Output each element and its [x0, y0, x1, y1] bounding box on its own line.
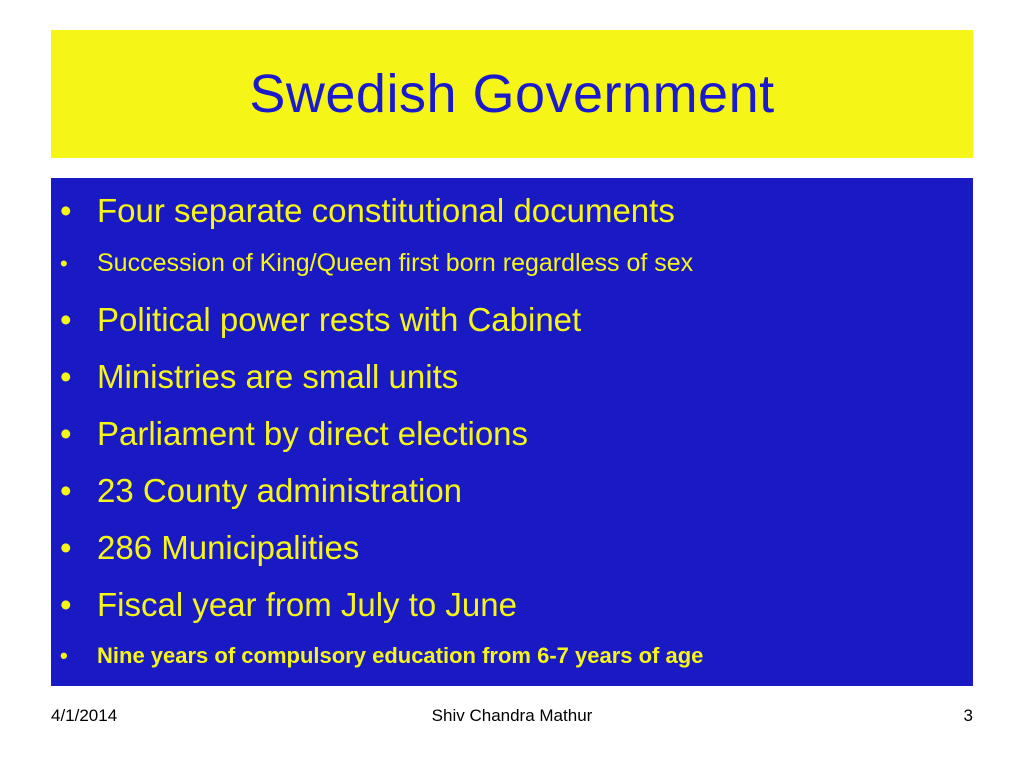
bullet-text: Fiscal year from July to June: [97, 586, 517, 623]
bullet-item: [51, 249, 973, 301]
bullet-icon: •: [60, 415, 72, 452]
bullet-icon: •: [60, 251, 68, 276]
bullet-icon: •: [60, 301, 72, 338]
bullet-text: Ministries are small units: [97, 358, 459, 395]
bullet-item: [51, 472, 973, 529]
content-panel: [51, 178, 973, 686]
bullet-item: [51, 586, 973, 643]
bullet-icon: •: [60, 529, 72, 566]
slide-title: Swedish Government: [249, 64, 775, 124]
bullet-icon: •: [60, 358, 72, 395]
bullet-icon: •: [60, 472, 72, 509]
bullet-text: Political power rests with Cabinet: [97, 301, 582, 338]
bullet-text: Nine years of compulsory education from 6-7 years of age: [97, 643, 704, 668]
bullet-item: [51, 192, 973, 249]
bullet-item: [51, 529, 973, 586]
bullet-icon: •: [60, 586, 72, 623]
title-banner: [51, 30, 973, 158]
bullet-item: [51, 301, 973, 358]
footer-author: Shiv Chandra Mathur: [431, 706, 593, 725]
bullet-text: 23 County administration: [97, 472, 463, 509]
bullet-text: Succession of King/Queen first born regardless of sex: [97, 249, 694, 277]
bullet-item: [51, 643, 973, 691]
footer-date: 4/1/2014: [51, 706, 118, 725]
bullet-text: 286 Municipalities: [97, 529, 360, 566]
bullet-item: [51, 358, 973, 415]
bullet-list: [51, 192, 973, 691]
bullet-text: Parliament by direct elections: [97, 415, 529, 452]
bullet-text: Four separate constitutional documents: [97, 192, 675, 229]
bullet-icon: •: [60, 643, 68, 668]
footer-page-number: 3: [963, 706, 973, 725]
bullet-icon: •: [60, 192, 72, 229]
bullet-item: [51, 415, 973, 472]
